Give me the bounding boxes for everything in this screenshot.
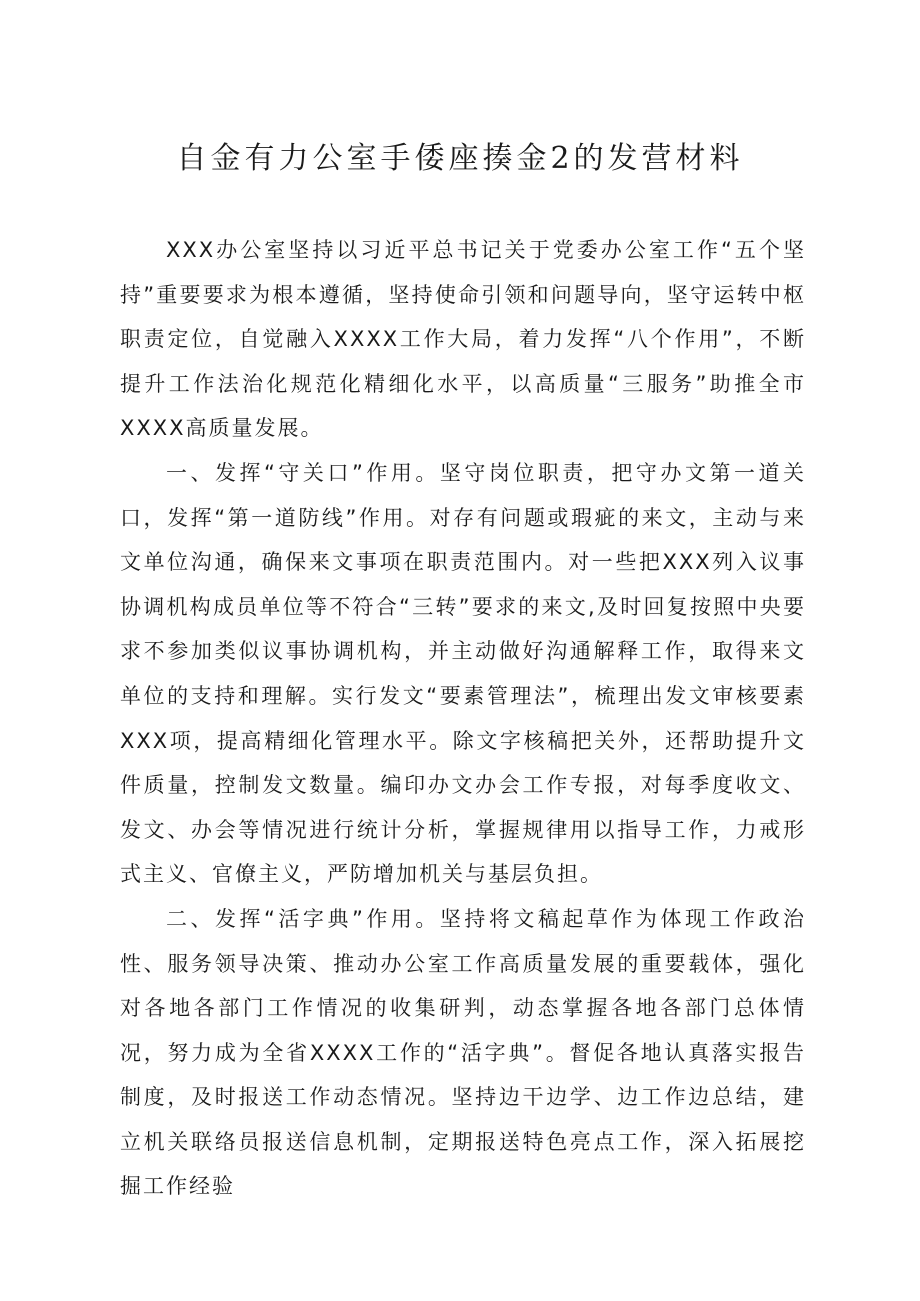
paragraph-section-1: 一、发挥“守关口”作用。坚守岗位职责，把守办文第一道关口，发挥“第一道防线”作用。对存有问题或瑕疵的来文，主动与来文单位沟通，确保来文事项在职责范围内。对一些把XXX列入议事协调机构成员单位等不符合“三转”要求的来文,及时回复按照中央要求不参加类似议事协调机构，并主动做好沟通解释工作，取得来文单位的支持和理解。实行发文“要素管理法”，梳理出发文审核要素XXX项，提高精细化管理水平。除文字核稿把关外，还帮助提升文件质量，控制发文数量。编印办文办会工作专报，对每季度收文、发文、办会等情况进行统计分析，掌握规律用以指导工作，力戒形式主义、官僚主义，严防增加机关与基层负担。 [120,460,806,887]
document-body [120,228,806,1209]
document-title: 自金有力公室手倭座揍金2的发营材料 [176,141,744,176]
paragraph-intro: XXX办公室坚持以习近平总书记关于党委办公室工作“五个坚持”重要要求为根本遵循，坚持使命引领和问题导向，坚守运转中枢职责定位，自觉融入XXXX工作大局，着力发挥“八个作用”，不断提升工作法治化规范化精细化水平，以高质量“三服务”助推全市XXXX高质量发展。 [120,238,806,441]
paragraph-section-2: 二、发挥“活字典”作用。坚持将文稿起草作为体现工作政治性、服务领导决策、推动办公室工作高质量发展的重要载体，强化对各地各部门工作情况的收集研判，动态掌握各地各部门总体情况，努力成为全省XXXX工作的“活字典”。督促各地认真落实报告制度，及时报送工作动态情况。坚持边干边学、边工作边总结，建立机关联络员报送信息机制，定期报送特色亮点工作，深入拓展挖掘工作经验 [120,906,806,1199]
